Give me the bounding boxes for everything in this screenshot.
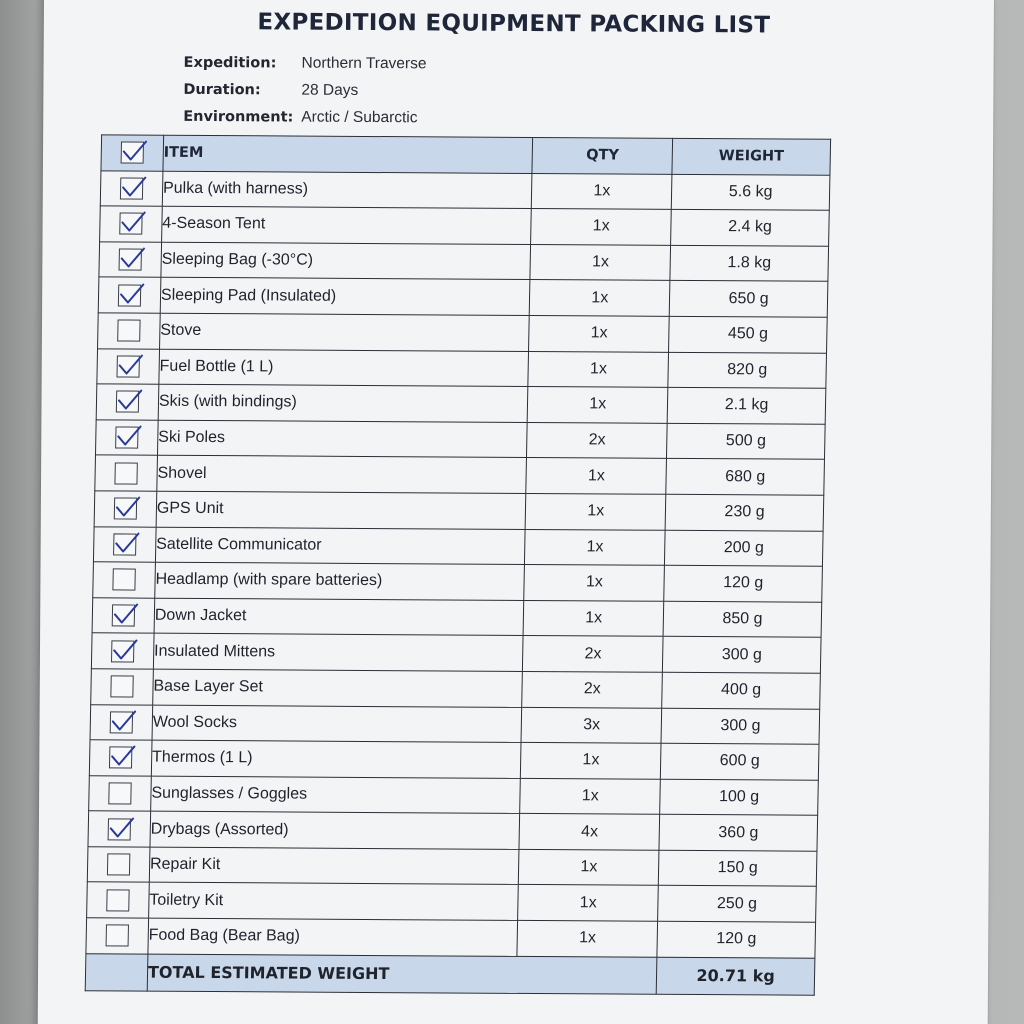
- item-qty: 1x: [525, 493, 665, 529]
- item-name: Fuel Bottle (1 L): [159, 349, 529, 387]
- item-name: Sleeping Pad (Insulated): [160, 278, 530, 316]
- item-weight: 300 g: [663, 637, 822, 674]
- table-row: [92, 598, 822, 638]
- item-weight: 150 g: [658, 850, 817, 887]
- checkbox-empty[interactable]: [110, 676, 133, 698]
- checkbox-checked[interactable]: [115, 426, 138, 448]
- table-row: [94, 491, 824, 531]
- table-row: [89, 740, 819, 780]
- meta-value: Arctic / Subarctic: [301, 108, 418, 126]
- checkbox-cell: [89, 775, 152, 811]
- item-weight: 5.6 kg: [671, 174, 830, 211]
- item-name: 4-Season Tent: [162, 206, 532, 244]
- table-row: [100, 170, 830, 210]
- checkbox-cell: [98, 277, 161, 313]
- item-name: Wool Socks: [152, 705, 522, 743]
- total-label: TOTAL ESTIMATED WEIGHT: [147, 954, 657, 994]
- page-title: EXPEDITION EQUIPMENT PACKING LIST: [257, 9, 771, 39]
- item-weight: 2.4 kg: [671, 210, 830, 247]
- item-weight: 2.1 kg: [667, 387, 826, 424]
- item-weight: 820 g: [668, 352, 827, 389]
- meta-environment: [103, 102, 893, 134]
- table-row: [93, 526, 823, 566]
- checkbox-cell: [87, 847, 150, 883]
- item-weight: 100 g: [660, 779, 819, 816]
- checkbox-cell: [100, 170, 163, 206]
- checkbox-cell: [91, 669, 154, 705]
- item-qty: 1x: [530, 244, 670, 280]
- checkbox-empty[interactable]: [105, 925, 128, 947]
- checkmark-icon: [113, 496, 141, 520]
- item-qty: 1x: [532, 173, 672, 209]
- checkmark-icon: [120, 140, 148, 164]
- checkbox-checked[interactable]: [112, 604, 135, 626]
- item-qty: 4x: [519, 814, 659, 850]
- checkbox-cell: [97, 348, 160, 384]
- checkbox-empty[interactable]: [107, 854, 130, 876]
- item-name: Drybags (Assorted): [150, 811, 520, 849]
- item-qty: 2x: [523, 636, 663, 672]
- item-weight: 1.8 kg: [670, 245, 829, 282]
- total-value: 20.71 kg: [656, 957, 815, 995]
- checkbox-cell: [88, 811, 151, 847]
- item-weight: 850 g: [663, 601, 822, 638]
- item-qty: 1x: [526, 458, 666, 494]
- table-row: [98, 313, 828, 353]
- table-row: [91, 669, 821, 709]
- checkmark-icon: [111, 602, 139, 626]
- table-row: [91, 633, 821, 673]
- checkbox-cell: [94, 491, 157, 527]
- table-row: [100, 206, 830, 246]
- column-header-qty: QTY: [532, 137, 672, 173]
- checkbox-cell: [98, 313, 161, 349]
- checkbox-checked[interactable]: [118, 249, 141, 271]
- total-row: [85, 953, 815, 994]
- checkbox-checked[interactable]: [108, 818, 131, 840]
- checkbox-cell: [86, 918, 149, 954]
- checkbox-cell: [89, 740, 152, 776]
- checkbox-empty[interactable]: [117, 320, 140, 342]
- item-weight: 400 g: [662, 672, 821, 709]
- item-qty: 1x: [529, 315, 669, 351]
- checkbox-empty[interactable]: [108, 782, 131, 804]
- checkmark-icon: [118, 211, 146, 235]
- checkmark-icon: [115, 389, 143, 413]
- item-qty: 1x: [517, 920, 657, 956]
- checkmark-icon: [109, 709, 137, 733]
- item-qty: 1x: [523, 600, 663, 636]
- checkmark-icon: [108, 745, 136, 769]
- table-row: [98, 277, 828, 317]
- checkmark-icon: [117, 282, 145, 306]
- item-weight: 120 g: [657, 921, 816, 958]
- item-name: GPS Unit: [156, 491, 526, 529]
- item-name: Repair Kit: [149, 847, 519, 885]
- checkbox-empty[interactable]: [106, 889, 129, 911]
- checkmark-icon: [107, 816, 135, 840]
- table-row: [88, 811, 818, 851]
- item-name: Skis (with bindings): [158, 384, 528, 422]
- checkbox-checked[interactable]: [118, 284, 141, 306]
- item-weight: 680 g: [666, 459, 825, 496]
- item-qty: 2x: [522, 671, 662, 707]
- checkbox-checked[interactable]: [110, 711, 133, 733]
- table-row: [87, 882, 817, 922]
- item-qty: 1x: [531, 209, 671, 245]
- item-name: Pulka (with harness): [162, 171, 532, 209]
- table-row: [86, 918, 816, 958]
- checkmark-icon: [110, 638, 138, 662]
- item-name: Headlamp (with spare batteries): [155, 562, 525, 600]
- checkbox-checked[interactable]: [119, 213, 142, 235]
- paper-sheet: [38, 0, 994, 1024]
- document-header: [103, 8, 894, 134]
- checkbox-cell: [93, 562, 156, 598]
- checkbox-checked[interactable]: [109, 747, 132, 769]
- checkbox-checked[interactable]: [114, 498, 137, 520]
- item-name: Satellite Communicator: [155, 527, 525, 565]
- checkmark-icon: [112, 531, 140, 555]
- table-row: [96, 384, 826, 424]
- checkbox-cell: [92, 598, 155, 634]
- meta-label: Duration:: [183, 81, 261, 98]
- table-row: [97, 348, 827, 388]
- item-name: Base Layer Set: [153, 669, 523, 707]
- item-name: Insulated Mittens: [153, 633, 523, 671]
- total-blank-cell: [85, 953, 148, 990]
- table-header-row: [101, 135, 831, 175]
- checkbox-cell: [96, 384, 159, 420]
- item-weight: 360 g: [659, 815, 818, 852]
- checkbox-cell: [87, 882, 150, 918]
- checkbox-cell: [93, 526, 156, 562]
- item-qty: 1x: [519, 849, 659, 885]
- table-row: [90, 704, 820, 744]
- item-name: Food Bag (Bear Bag): [148, 918, 518, 956]
- checkbox-cell: [95, 420, 158, 456]
- item-weight: 120 g: [664, 565, 823, 602]
- item-weight: 450 g: [669, 316, 828, 353]
- checkbox-empty[interactable]: [114, 462, 137, 484]
- table-row: [89, 775, 819, 815]
- checkbox-cell: [90, 704, 153, 740]
- table-row: [95, 420, 825, 460]
- checkbox-checked[interactable]: [116, 391, 139, 413]
- table-row: [93, 562, 823, 602]
- checkbox-checked[interactable]: [116, 355, 139, 377]
- table-body: [86, 170, 830, 957]
- checkbox-cell: [99, 242, 162, 278]
- item-weight: 200 g: [665, 530, 824, 567]
- item-qty: 1x: [520, 778, 660, 814]
- checkmark-icon: [117, 247, 145, 271]
- item-qty: 3x: [521, 707, 661, 743]
- item-name: Toiletry Kit: [149, 883, 519, 921]
- header-checkbox-cell: [101, 135, 164, 171]
- meta-label: Environment:: [183, 108, 294, 126]
- item-name: Down Jacket: [154, 598, 524, 636]
- packing-table: [85, 134, 831, 995]
- item-weight: 600 g: [660, 743, 819, 780]
- checkbox-cell: [100, 206, 163, 242]
- meta-value: Northern Traverse: [301, 54, 427, 72]
- checkbox-empty[interactable]: [112, 569, 135, 591]
- item-weight: 650 g: [669, 281, 828, 318]
- table-row: [95, 455, 825, 495]
- item-qty: 1x: [525, 529, 665, 565]
- item-weight: 300 g: [661, 708, 820, 745]
- item-name: Stove: [159, 313, 529, 351]
- item-qty: 1x: [530, 280, 670, 316]
- checkbox-checked[interactable]: [113, 533, 136, 555]
- checkbox-checked[interactable]: [120, 177, 143, 199]
- item-name: Shovel: [157, 456, 527, 494]
- item-name: Thermos (1 L): [151, 740, 521, 778]
- item-qty: 1x: [528, 351, 668, 387]
- item-weight: 500 g: [667, 423, 826, 460]
- item-qty: 1x: [521, 743, 661, 779]
- table-row: [99, 242, 829, 282]
- checkbox-checked[interactable]: [111, 640, 134, 662]
- checkmark-icon: [119, 175, 147, 199]
- item-name: Sleeping Bag (-30°C): [161, 242, 531, 280]
- item-qty: 1x: [518, 885, 658, 921]
- item-qty: 1x: [528, 387, 668, 423]
- checkmark-icon: [115, 353, 143, 377]
- item-name: Ski Poles: [157, 420, 527, 458]
- column-header-item: ITEM: [163, 135, 533, 173]
- checkbox-cell: [95, 455, 158, 491]
- item-weight: 250 g: [658, 886, 817, 923]
- meta-value: 28 Days: [301, 81, 359, 99]
- item-qty: 2x: [527, 422, 667, 458]
- item-qty: 1x: [524, 565, 664, 601]
- table-row: [87, 847, 817, 887]
- item-name: Sunglasses / Goggles: [151, 776, 521, 814]
- header-checkbox[interactable]: [121, 142, 144, 164]
- checkbox-cell: [91, 633, 154, 669]
- column-header-weight: WEIGHT: [672, 138, 831, 175]
- item-weight: 230 g: [665, 494, 824, 531]
- meta-label: Expedition:: [183, 54, 277, 71]
- checkmark-icon: [114, 424, 142, 448]
